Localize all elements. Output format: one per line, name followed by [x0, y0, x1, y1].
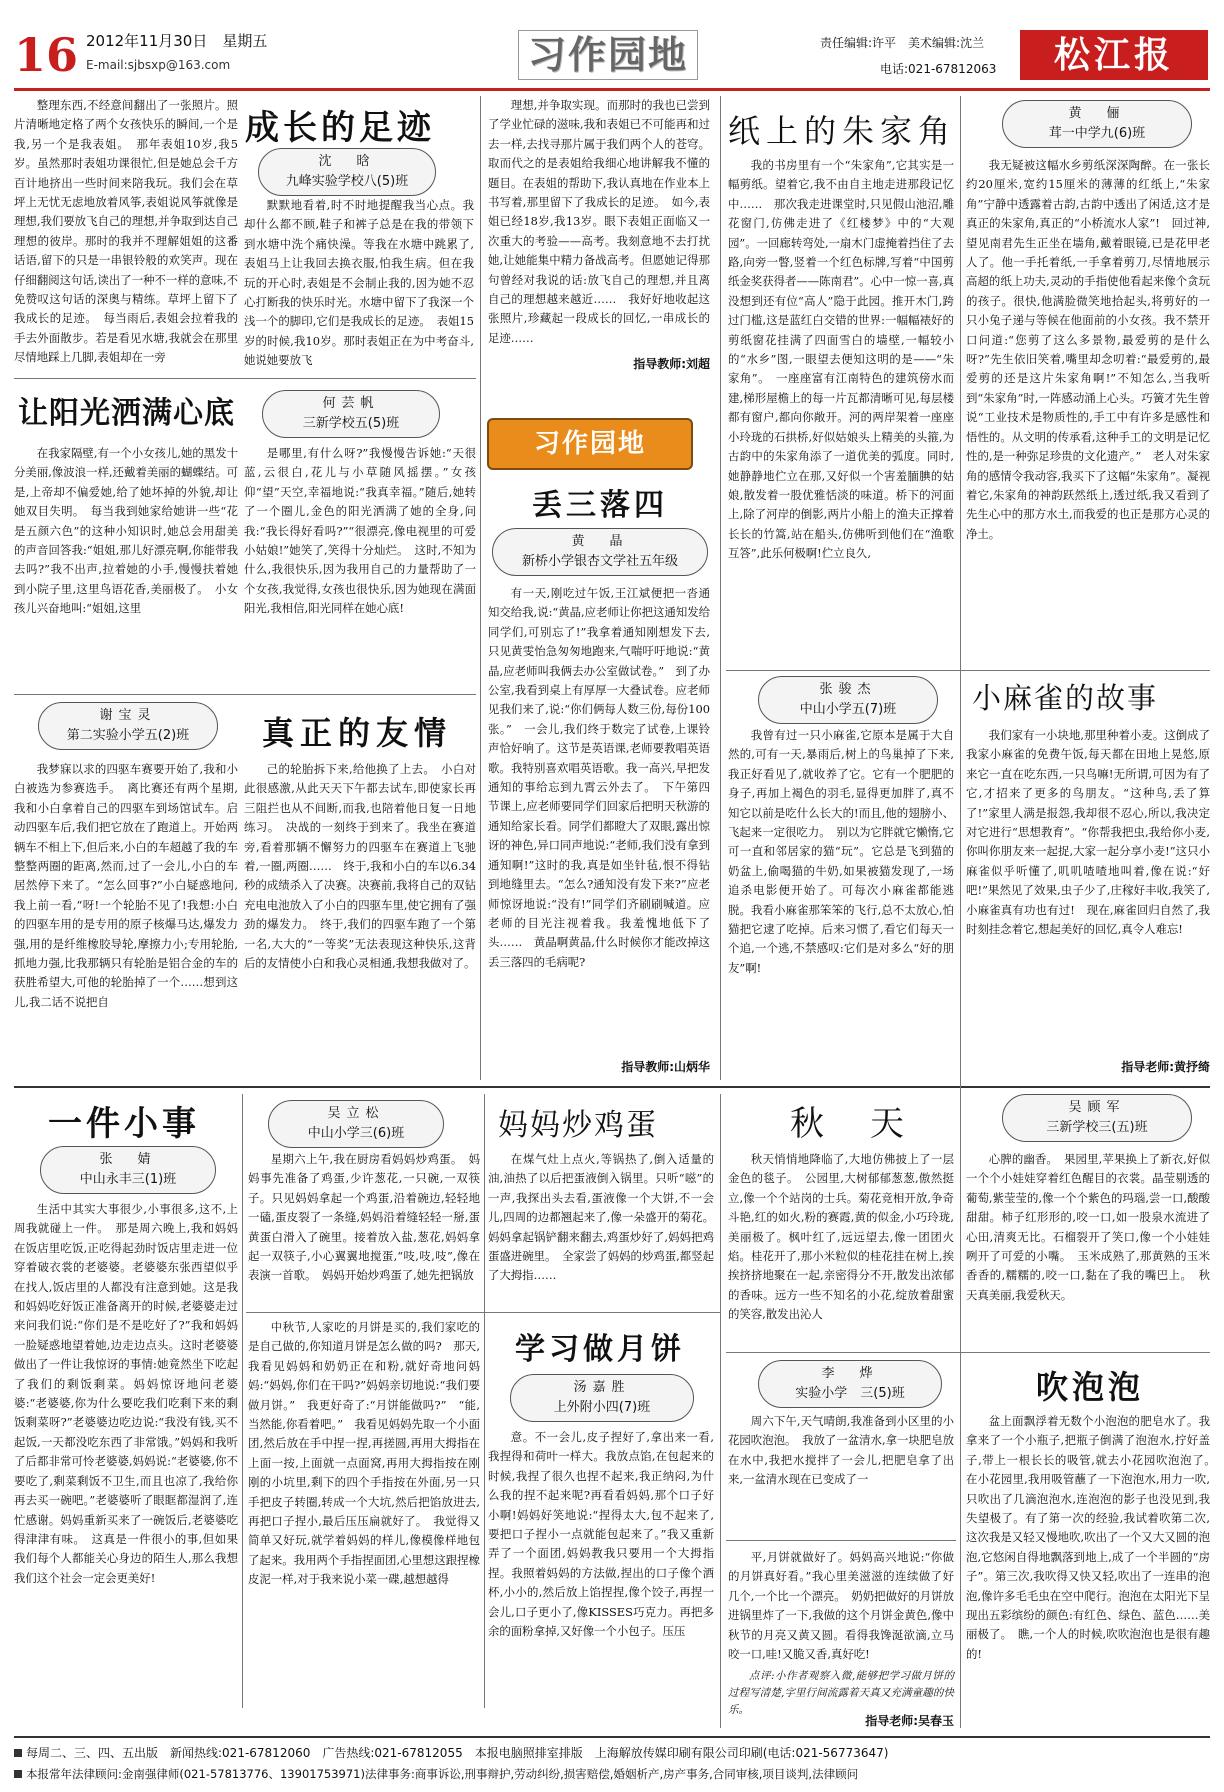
author-name: 李 烨 — [821, 1366, 879, 1381]
article-eggs-col1 — [248, 1150, 480, 1306]
article-body: 理想,并争取实现。而那时的我也已尝到了学业忙碌的滋味,我和表姐已不可能再和过去一样,去找寻那片属于我们两个人的苍穹。取而代之的是表姐给我细心地讲解我不懂的题目。在表姐的帮助下,我认真地在作业本上书写着,那里留下了我成长的足迹。 如今,表姐已经18岁,我13岁。眼下表姐正面临又一次重大的考验——高考。我刻意地不去打扰她,让她能集中精力备战高考。但愿她记得那句曾经对我说的话:放飞自己的理想,并且离自己的理想越来越近…… 我好好地收起这张照片,珍藏起一段成长的回忆,一串成长的足迹…… — [488, 98, 710, 345]
page-number: 16 — [14, 28, 79, 82]
column-logo: 习作园地 — [487, 418, 693, 470]
article-zhujiajiao-col2 — [966, 156, 1210, 664]
article-title: 一件小事 — [48, 1104, 200, 1144]
article-mooncake-col3 — [728, 1548, 954, 1666]
author-school: 中山永丰三(1)班 — [79, 1172, 177, 1187]
column-rule — [242, 1094, 243, 1708]
author-byline — [262, 390, 440, 438]
article-body: 意。不一会儿,皮子捏好了,拿出来一看,我捏得和荷叶一样大。我放点馅,在包起来的时候,我捏了很久也捏不起来,我正纳闷,为什么我的捏不起来呢?再看看妈妈,那个口子好小啊!妈妈好笑地说:“捏得太大,包不起来了,要把口子捏小一点就能包起来了。”我又重新弄了一个面团,妈妈教我只要用一个大拇指捏。我照着妈妈的方法做,捏出的口子像个酒杯,小小的,然后放上馅捏捏,像个饺子,再捏一会儿,口子更小了,像KISSES巧克力。再把多余的面粉拿掉,又好像一个小包子。压压 — [488, 1430, 714, 1639]
teacher-credit: 指导教师:刘超 — [633, 357, 710, 371]
author-byline — [268, 1100, 444, 1148]
author-name: 吴立松 — [327, 1106, 385, 1121]
column-rule — [484, 1094, 485, 1708]
article-body: 盆上面飘浮着无数个小泡泡的肥皂水了。我拿来了一个小瓶子,把瓶子倒满了泡泡水,拧好盖子,带上一根长长的吸管,就去小花园吹泡泡了。 在小花园里,我用吸管蘸了一下泡泡水,用力一吹,只吹出了几滴泡泡水,连泡泡的影子也没见到,我失望极了。有了第一次的经验,我试着吹第二次,这次我是又轻又慢地吹,吹出了一个又大又圆的泡泡,它悠闲自得地飘落到地上,成了一个半圆的“房子”。第三次,我吹得又快又轻,吹出了一连串的泡泡,像许多毛毛虫在空中爬行。泡泡在太阳光下呈现出五彩缤纷的颜色:有红色、绿色、蓝色……美丽极了。 瞧,一个人的时候,吹吹泡泡也是很有趣的! — [966, 1414, 1222, 1661]
divider — [726, 1540, 956, 1541]
author-name: 何芸帆 — [322, 396, 380, 411]
article-title: 成长的足迹 — [245, 108, 435, 148]
issue-date: 2012年11月30日 星期五 — [86, 32, 268, 50]
teacher-credit: 指导老师:黄抒绮 — [1121, 1060, 1210, 1074]
author-school: 新桥小学银杏文学社五年级 — [521, 554, 678, 569]
article-body: 有一天,刚吃过午饭,王江斌便把一沓通知交给我,说:“黄晶,应老师让你把这通知发给同学们,可别忘了!”我拿着通知刚想发下去,只见黄雯怡急匆匆地跑来,气喘吁吁地说:“黄晶,应老师叫我俩去办公室做试卷。” 到了办公室,我看到桌上有厚厚一大叠试卷。应老师见我们来了,说:“你们俩每人数三份,每份100张。” 一会儿,我们终于数完了试卷,上课铃声恰好响了。这节是英语课,老师要教唱英语歌。我特别喜欢唱英语歌。我一高兴,早把发通知的事给忘到九霄云外去了。 下午第四节课上,应老师要同学们回家后把明天秋游的通知给家长看。同学们都瞪大了双眼,露出惊讶的神色,异口同声地说:“老师,我们没有拿到通知啊!”这时的我,真是如坐针毡,恨不得钻到地缝里去。“怎么?通知没有发下来?”应老师惊讶地说:“没有!”同学们齐刷刷喊道。应老师的目光注视着我。我羞愧地低下了头…… 黄晶啊黄晶,什么时候你才能改掉这丢三落四的毛病呢? — [488, 586, 710, 969]
article-body: 我们家有一小块地,那里种着小麦。这倒成了我家小麻雀的免费午饭,每天都在田地上晃悠,原来它一直在吃东西,一只鸟嘛!无所谓,可因为有了它,才招来了更多的鸟朋友。“这种鸟,丢了算了!”家里人满是报怨,我却很不忍心,所以,我决定对它进行“思想教育”。“你帮我把虫,我给你小麦,你叫你朋友来一起捉,大家一起分享小麦!”这只小麻雀似乎听懂了,叽叽喳喳地叫着,像在说:“好吧!”果然见了效果,虫子少了,庄稼好丰收,我笑了,小麻雀真有功也有过! 现在,麻雀回归自然了,我时刻挂念着它,想起美好的回忆,真令人难忘! — [966, 728, 1210, 937]
article-growth-col2 — [244, 196, 474, 372]
article-title: 学习做月饼 — [515, 1332, 685, 1367]
divider — [726, 1352, 1210, 1353]
author-school: 实验小学 三(5)班 — [795, 1386, 905, 1401]
newspaper-masthead: 松江报 — [1020, 30, 1208, 80]
author-name: 黄 晶 — [571, 534, 629, 549]
author-name: 张骏杰 — [819, 682, 877, 697]
column-rule — [960, 96, 961, 1728]
article-sparrow-col2 — [966, 726, 1210, 1056]
author-byline — [510, 1374, 694, 1422]
author-byline — [40, 1146, 216, 1194]
section-banner — [518, 30, 698, 80]
article-bubbles-col2 — [966, 1412, 1222, 1728]
article-mooncake-col2 — [488, 1428, 714, 1708]
article-title: 秋 天 — [790, 1104, 910, 1144]
article-title: 丢三落四 — [532, 488, 668, 523]
author-name: 张 婧 — [99, 1152, 157, 1167]
article-autumn-col2 — [966, 1150, 1210, 1346]
divider — [14, 378, 476, 379]
teacher-credit: 指导老师:吴春玉 — [865, 1714, 954, 1728]
column-rule — [720, 1094, 721, 1728]
bullet-square-icon — [14, 1749, 22, 1757]
article-zhujiajiao-col1 — [728, 156, 954, 664]
teacher-credit: 指导教师:山炳华 — [621, 1060, 710, 1074]
teacher-comment — [728, 1668, 954, 1716]
author-byline — [38, 702, 218, 750]
author-name: 沈 晗 — [318, 154, 376, 169]
article-small-matter-body — [14, 1200, 238, 1708]
article-body: 生活中其实大事很少,小事很多,这不,上周我就碰上一件。 那是周六晚上,我和妈妈在饭店里吃饭,正吃得起劲时饭店里走进一位穿着破衣裳的老婆婆。老婆婆东张西望似乎在找人,饭店里的人都没有注意到她。这是我和妈妈吃好饭正准备离开的时候,老婆婆走过来问我们说:“你们是不是吃好了?”我和妈妈一脸疑惑地望着她,边走边点头。这时老婆婆做出了一件让我惊讶的事情:她竟然坐下吃起了我们的剩饭剩菜。妈妈惊讶地问老婆婆:“老婆婆,你为什么要吃我们吃剩下来的剩饭剩菜呀?”老婆婆边吃边说:“我没有钱,买不起饭,一天都没吃东西了非常饿。”妈妈和我听了后都非常可怜老婆婆,妈妈说:“老婆婆,你不要吃了,剩菜剩饭不卫生,而且也凉了,我给你再去买一碗吧。”老婆婆听了眼眶都湿润了,连忙感谢。妈妈重新买来了一碗饭后,老婆婆吃得津津有味。 这真是一件很小的事,但如果我们每个人都能关心身边的陌生人,那么我想我们这个社会一定会更美好! — [14, 1202, 238, 1585]
author-school: 三新学校五(5)班 — [302, 416, 400, 431]
section-title: 习作园地 — [527, 33, 688, 77]
footer-line-1 — [14, 1744, 1210, 1761]
article-body: 在我家隔壁,有一个小女孩儿,她的黑发十分美丽,像波浪一样,还戴着美丽的蝴蝶结。可是,上帝却不偏爱她,给了她坏掉的外貌,却让她双目失明。 每当我到她家给她讲一些“花是五颜六色”的这种小知识时,她总会用甜美的声音回答我:“姐姐,那儿好漂亮啊,你能带我去吗?”我不出声,拉着她的小手,慢慢扶着她到小院子里,这里鸟语花香,美丽极了。 小女孩儿兴奋地叫:“姐姐,这里 — [14, 446, 238, 616]
comment-text: 点评:小作者观察入微,能够把学习做月饼的过程写清楚,字里行间流露着天真又充满童趣的快乐。 — [728, 1670, 954, 1716]
footer-text: 本报常年法律顾问:金南强律师(021-57813776、13901753971)法律事务:商事诉讼,刑事辩护,劳动纠纷,损害赔偿,婚姻析产,房产事务,合同审核,项目谈判,法律顾问 — [26, 1767, 859, 1781]
article-body: 平,月饼就做好了。妈妈高兴地说:“你做的月饼真好看。”我心里美滋滋的连续做了好几个,一个比一个漂亮。 奶奶把做好的月饼放进锅里炸了一下,我做的这个月饼金黄色,像中秋节的月亮又黄又圆。看得我馋涎欲滴,立马咬一口,哇!又脆又香,真好吃! — [728, 1550, 954, 1662]
footer-line-2 — [14, 1766, 1210, 1782]
author-byline — [758, 1360, 942, 1408]
article-body: 在煤气灶上点火,等锅热了,倒入适量的油,油热了以后把蛋液倒入锅里。只听“嗞”的一声,我探出头去看,蛋液像一个大饼,不一会儿,四周的边都翘起来了,像一朵盛开的菊花。妈妈拿起锅铲翻来翻去,鸡蛋炒好了,妈妈把鸡蛋盛进碗里。 全家尝了妈妈的炒鸡蛋,都竖起了大拇指…… — [488, 1152, 714, 1283]
author-name: 汤嘉胜 — [573, 1380, 631, 1395]
article-forgetful-body — [488, 584, 710, 1056]
article-body: 心脾的幽香。 果园里,苹果换上了新衣,好似一个个小娃娃穿着红色醒目的衣裳。晶莹剔透的葡萄,紫莹莹的,像一个个紫色的玛瑙,尝一口,酸酸甜甜。柿子红形形的,咬一口,如一股泉水流进了心田,清爽无比。石榴裂开了笑口,像一个小娃娃咧开了可爱的小嘴。 玉米成熟了,那黄熟的玉米香香的,糯糯的,咬一口,黏在了我的嘴巴上。 秋天真美丽,我爱秋天。 — [966, 1152, 1210, 1302]
author-byline — [1002, 100, 1192, 148]
bullet-square-icon — [14, 1770, 22, 1778]
author-name: 黄 俪 — [1068, 106, 1126, 121]
author-school: 第二实验小学五(2)班 — [66, 728, 190, 743]
article-body: 我曾有过一只小麻雀,它原本是属于大自然的,可有一天,暴雨后,树上的鸟巢掉了下来,我正好看见了,就收养了它。它有一个肥肥的身子,再加上褐色的羽毛,显得更加胖了,真不知它以前是吃什么长大的!而且,他的翅膀小、飞起来一定很吃力。 别以为它胖就它懒惰,它可一直和邻居家的猫“玩”。它总是飞到猫的奶盆上,偷喝猫的牛奶,如果被猫发现了,一场追杀电影便开始了。可每次小麻雀都能逃脱。我看小麻雀那笨笨的飞行,总不太放心,怕猫把它逮了吃掉。后来习惯了,看它们每天一个追,一个逃,不禁感叹:它们是对多么“好的朋友”啊! — [728, 728, 954, 975]
article-title: 真正的友情 — [262, 714, 453, 752]
article-sunshine-col2 — [244, 444, 476, 688]
author-school: 中山小学三(6)班 — [307, 1126, 405, 1141]
author-school: 九峰实验学校八(5)班 — [285, 174, 409, 189]
article-growth-col1 — [14, 96, 238, 372]
header-rule — [14, 88, 1210, 91]
divider — [726, 670, 1210, 671]
author-school: 茸一中学九(6)班 — [1048, 126, 1146, 141]
article-friendship-col2 — [244, 760, 476, 1082]
author-byline — [492, 528, 708, 576]
article-eggs-col2 — [488, 1150, 714, 1306]
article-title: 小麻雀的故事 — [972, 681, 1159, 715]
article-sparrow-col1 — [728, 726, 954, 1056]
editors-line: 责任编辑:许平 美术编辑:沈兰 — [820, 36, 985, 50]
article-body: 星期六上午,我在厨房看妈妈炒鸡蛋。 妈妈事先准备了鸡蛋,少许葱花,一只碗,一双筷子。只见妈妈拿起一个鸡蛋,沿着碗边,轻轻地一磕,蛋皮裂了一条缝,妈妈沿着缝轻轻一掰,蛋黄蛋白滑入了碗里。接着放入盐,葱花,妈妈拿起一双筷子,小心翼翼地搅蛋,“吱,吱,吱”,像在表演一首歌。 妈妈开始炒鸡蛋了,她先把锅放 — [248, 1152, 480, 1283]
article-friendship-col1 — [14, 760, 238, 1082]
author-name: 吴顾军 — [1068, 1100, 1126, 1115]
article-body: 我无疑被这幅水乡剪纸深深陶醉。在一张长约20厘米,宽约15厘米的薄薄的红纸上,“朱家角”宁静中透露着古韵,古韵中透出了闲适,这才是真正的朱家角,真正的“小桥流水人家”! 回过神,望见南君先生正坐在墙角,戴着眼镜,已是花甲老人了。他一手托着纸,一手拿着剪刀,尽情地展示高超的纸上功夫,灵动的手指使他看起来像个贪玩的孩子。很快,他满脸微笑地拾起头,将剪好的一只小兔子递与等候在他面前的小女孩。我不禁开口问道:“您剪了这么多景物,最爱剪的是什么呀?”先生依旧笑着,嘴里却念叨着:“最爱剪的,最爱剪的还是这片朱家角啊!”不知怎么,当我听到“朱家角”时,一阵感动涌上心头。巧簧才先生曾说“工业技术是物质性的,手工中有许多是感性和悟性的。从文明的传承看,这种手工的文明是记忆性的,是一种弥足珍贵的文化遗产。” 老人对朱家角的感情令我动容,我买下了这幅“朱家角”。凝视着它,朱家角的神韵跃然纸上,透过纸,我又看到了先生心中的那方水土,而我爱的也正是那方心灵的净土。 — [966, 158, 1210, 541]
article-body: 己的轮胎拆下来,给他换了上去。 小白对此很感激,从此天天下午都去试车,即使家长再三阻拦也从不间断,而我,也陪着他日复一日地练习。 决战的一刻终于到来了。我坐在赛道旁,看着那辆不懈努力的四驱车在赛道上飞驰着,一圈,两圈…… 终于,我和小白的车以6.34秒的成绩杀入了决赛。决赛前,我将自己的双钻充电电池放入了小白的四驱车里,使它拥有了强劲的爆发力。 终于,我们的四驱车跑了一个第一名,大大的“一等奖”无法表现这种快乐,这背后的友情使小白和我心灵相通,我想我做对了。 — [244, 762, 476, 971]
article-body: 我梦寐以求的四驱车赛要开始了,我和小白被选为参赛选手。 离比赛还有两个星期,我和小白拿着自己的四驱车到场馆试车。启动四驱车后,我们把它放在了跑道上。开始两辆车不相上下,但后来,小白的车超越了我的车整整两圈的距离,然而,过了一会儿,小白的车居然停下来了。“怎么回事?”小白疑惑地问,我上前一看,“呀!一个轮胎不见了!我想:小白的四驱车用的是专用的原子核爆马达,爆发力强,用的是纤维橡胶导轮,摩擦力小;专用轮胎,抓地力强,比我那辆只有轮胎是铝合金的车的获胜希望大,可他的轮胎掉了一个……想到这儿,我二话不说把自 — [14, 762, 238, 1009]
footer-rule — [14, 1736, 1210, 1738]
section-rule — [14, 1086, 1210, 1088]
article-body: 整理东西,不经意间翻出了一张照片。照片清晰地定格了两个女孩快乐的瞬间,一个是我,另一个是我表姐。 那年表姐10岁,我5岁。虽然那时表姐功课很忙,但是她总会千方百计地挤出一些时间来陪我玩。我们会在草坪上无忧无虑地放着风筝,表姐说风筝就像是理想,我们要放飞自己的理想,并争取到达自己理想的彼岸。那时的我并不理解姐姐的这番话语,留下的只是一串银铃般的欢笑声。现在仔细翻阅这句话,读出了一种不一样的意味,不免赞叹这句话的深奥与精练。草坪上留下了我成长的足迹。 每当雨后,表姐会拉着我的手去外面散步。若是看见水塘,我就会在那里尽情地踩上几脚,表姐却在一旁 — [14, 98, 238, 365]
author-school: 中山小学五(7)班 — [799, 702, 897, 717]
author-byline — [758, 676, 938, 724]
article-mooncake-col1 — [248, 1318, 480, 1708]
article-growth-col3 — [488, 96, 710, 354]
column-rule — [480, 96, 481, 1080]
article-title: 妈妈炒鸡蛋 — [498, 1108, 658, 1143]
author-byline — [258, 148, 436, 196]
article-body: 秋天悄悄地降临了,大地仿佛披上了一层金色的毯子。 公园里,大树郁郁葱葱,傲然挺立,像一个个站岗的士兵。菊花竞相开放,争奇斗艳,红的如火,粉的赛霞,黄的似金,小巧玲珑,美丽极了。枫叶红了,远远望去,像一团团火焰。桂花开了,那小米粒似的桂花挂在树上,挨挨挤挤地聚在一起,亲密得分不开,散发出浓郁的香味。远方一些不知名的小花,绽放着甜蜜的笑容,散发出沁人 — [728, 1152, 954, 1322]
column-rule — [720, 96, 721, 1080]
author-name: 谢宝灵 — [99, 708, 157, 723]
article-title: 让阳光洒满心底 — [18, 396, 235, 431]
article-body: 我的书房里有一个“朱家角”,它其实是一幅剪纸。望着它,我不由自主地走进那段记忆中…… 那次我走进课堂时,只见假山池沼,雕花窗门,仿佛走进了《红楼梦》中的“大观园”。一回廊转弯处,一扇木门虚掩着挡住了去路,向旁一瞥,竖着一个红色标牌,写着“中国剪纸金奖获得者——陈南君”。心中一惊一喜,真没想到还有位“高人”隐于此园。推开木门,跨过门槛,这是蓝红白交错的世界:一幅幅裱好的剪纸窗花挂满了四面雪白的墙壁,一幅较小的“水乡”图,一眼望去便知这明的是——“朱家角”。 一座座富有江南特色的建筑傍水而建,梯形屋檐上的每一片瓦都清晰可见,每层楼都有窗户,都向你敞开。河的两岸架着一座座小玲珑的石拱桥,好似姑娘头上精美的头箍,为古韵中的朱家角添了一道优美的弧度。同时,她静静地伫立在那,又好似一个害羞腼腆的姑娘,散发着一股优雅恬淡的味道。桥下的河面上,除了河岸的倒影,两片小船上的渔夫正撑着长长的竹篙,站在船头,仿佛听到他们在“渔歌互答”,此乐何极啊!伫立良久, — [728, 158, 954, 561]
article-title: 吹泡泡 — [1035, 1368, 1144, 1406]
editor-phone: 电话:021-67812063 — [880, 62, 997, 76]
article-body: 默默地看着,时不时地提醒我当心点。我却什么都不顾,鞋子和裤子总是在我的带领下到水塘中洗个痛快澡。等我在水塘中跳累了,表姐马上让我回去换衣服,怕我生病。但在我玩的开心时,表姐是不会制止我的,因为她不忍心打断我的快乐时光。水塘中留下了我深一个浅一个的脚印,它们是我成长的足迹。 表姐15岁的时候,我10岁。那时表姐正在为中考奋斗,她说她要放飞 — [244, 198, 474, 368]
divider — [14, 694, 476, 695]
article-bubbles-col1 — [728, 1412, 954, 1532]
article-title: 纸上的朱家角 — [728, 112, 957, 150]
footer-text: 每周二、三、四、五出版 新闻热线:021-67812060 广告热线:021-67812055 本报电脑照排室排版 上海解放传媒印刷有限公司印刷(电话:021-56773647) — [26, 1746, 889, 1760]
divider — [246, 1312, 720, 1313]
article-body: 中秋节,人家吃的月饼是买的,我们家吃的是自己做的,你知道月饼是怎么做的吗? 那天,我看见妈妈和奶奶正在和粉,就好奇地问妈妈:“妈妈,你们在干吗?”妈妈亲切地说:“我们要做月饼。” 我更好奇了:“月饼能做吗?” “能,当然能,你看着吧。” 我看见妈妈先取一个小面团,然后放在手中捏一捏,再搓圆,再用大拇指在上面一按,上面就一点面窝,再用大拇指按在刚刚的小坑里,剩下的四个手指按在外面,另一只手把皮子转圈,转成一个大坑,然后把馅放进去,再把口子捏小,最后压压扁就好了。 我觉得又简单又好玩,就学着妈妈的样儿,像模像样地包了起来。我用两个手指捏面团,心里想这跟捏橡皮泥一样,对于我来说小菜一碟,越想越得 — [248, 1320, 480, 1587]
article-sunshine-col1 — [14, 444, 238, 688]
article-body: 是哪里,有什么呀?”我慢慢告诉她:“天很蓝,云很白,花儿与小草随风摇摆。”女孩仰“望”天空,幸福地说:“我真幸福。”随后,她转了一个圈儿,金色的阳光洒满了她的全身,问我:“我长得好看吗?”“很漂亮,像电视里的可爱小姑娘!”她笑了,笑得十分灿烂。 这时,不知为什么,我很快乐,因为我用自己的力量帮助了一个女孩,我觉得,女孩也很快乐,因为她现在满面阳光,我相信,阳光同样在她心底! — [244, 446, 476, 616]
article-autumn-col1 — [728, 1150, 954, 1346]
author-byline — [1002, 1094, 1192, 1142]
author-school: 上外附小四(7)班 — [553, 1400, 651, 1415]
contact-email: E-mail:sjbsxp@163.com — [86, 58, 231, 72]
author-school: 三新学校三(五)班 — [1046, 1120, 1148, 1135]
article-body: 周六下午,天气晴朗,我准备到小区里的小花园吹泡泡。 我放了一盆清水,拿一块肥皂放在水中,我把水搅拌了一会儿,把肥皂拿了出来,一盆清水现在已变成了一 — [728, 1414, 954, 1487]
